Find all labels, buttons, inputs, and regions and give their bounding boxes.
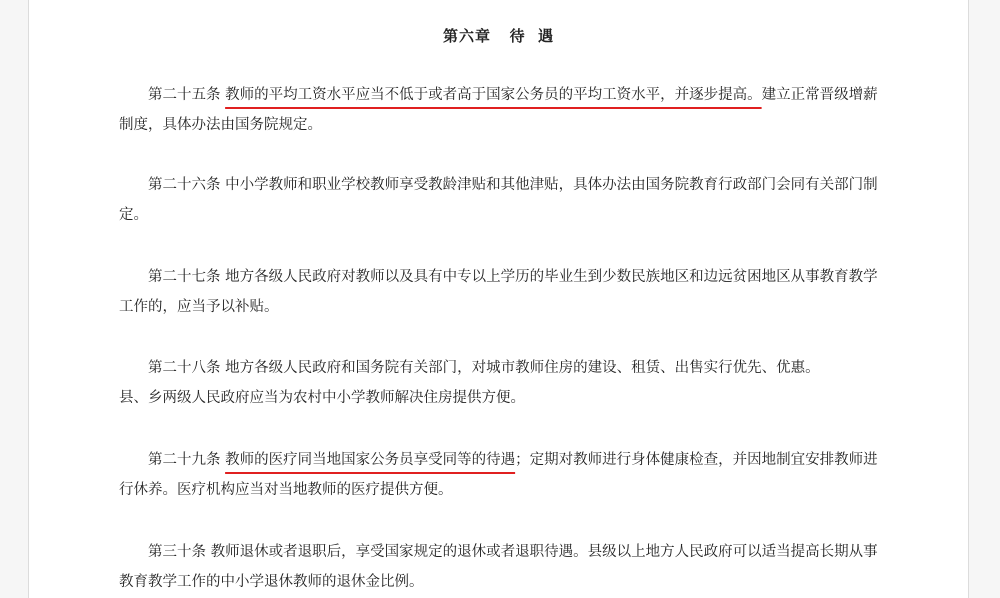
article-29 — [119, 445, 879, 505]
article-text: 地方各级人民政府对教师以及具有中专以上学历的毕业生到少数民族地区和边远贫困地区从事教育教学工作的，应当予以补贴。 — [119, 269, 878, 315]
article-30 — [119, 537, 879, 597]
highlighted-sentence: 教师的医疗同当地国家公务员享受同等的待遇 — [225, 452, 516, 468]
article-label: 第二十九条 — [148, 452, 221, 468]
article-28 — [119, 353, 879, 413]
chapter-title: 第六章 待 遇 — [442, 27, 555, 45]
article-text: 建立正常晋级增薪制度，具体办法由国务院规定。 — [119, 87, 878, 133]
article-label: 第二十七条 — [148, 269, 221, 285]
article-label: 第三十条 — [148, 544, 206, 560]
highlighted-sentence: 教师的平均工资水平应当不低于或者高于国家公务员的平均工资水平，并逐步提高。 — [225, 87, 762, 103]
article-25 — [119, 80, 879, 140]
article-text: ；定期对教师进行身体健康检查，并因地制宜安排教师进行休养。医疗机构应当对当地教师的医疗提供方便。 — [119, 452, 878, 498]
article-26 — [119, 170, 879, 230]
document-page — [28, 0, 969, 598]
article-label: 第二十六条 — [148, 177, 221, 193]
article-text: 教师退休或者退职后，享受国家规定的退休或者退职待遇。县级以上地方人民政府可以适当提高长期从事教育教学工作的中小学退休教师的退休金比例。 — [119, 544, 878, 590]
article-text-line2: 县、乡两级人民政府应当为农村中小学教师解决住房提供方便。 — [119, 390, 525, 406]
article-27 — [119, 262, 879, 322]
article-label: 第二十八条 — [148, 360, 221, 376]
article-text: 中小学教师和职业学校教师享受教龄津贴和其他津贴，具体办法由国务院教育行政部门会同有关部门制定。 — [119, 177, 878, 223]
article-text: 地方各级人民政府和国务院有关部门，对城市教师住房的建设、租赁、出售实行优先、优惠。 — [225, 360, 820, 376]
article-label: 第二十五条 — [148, 87, 221, 103]
